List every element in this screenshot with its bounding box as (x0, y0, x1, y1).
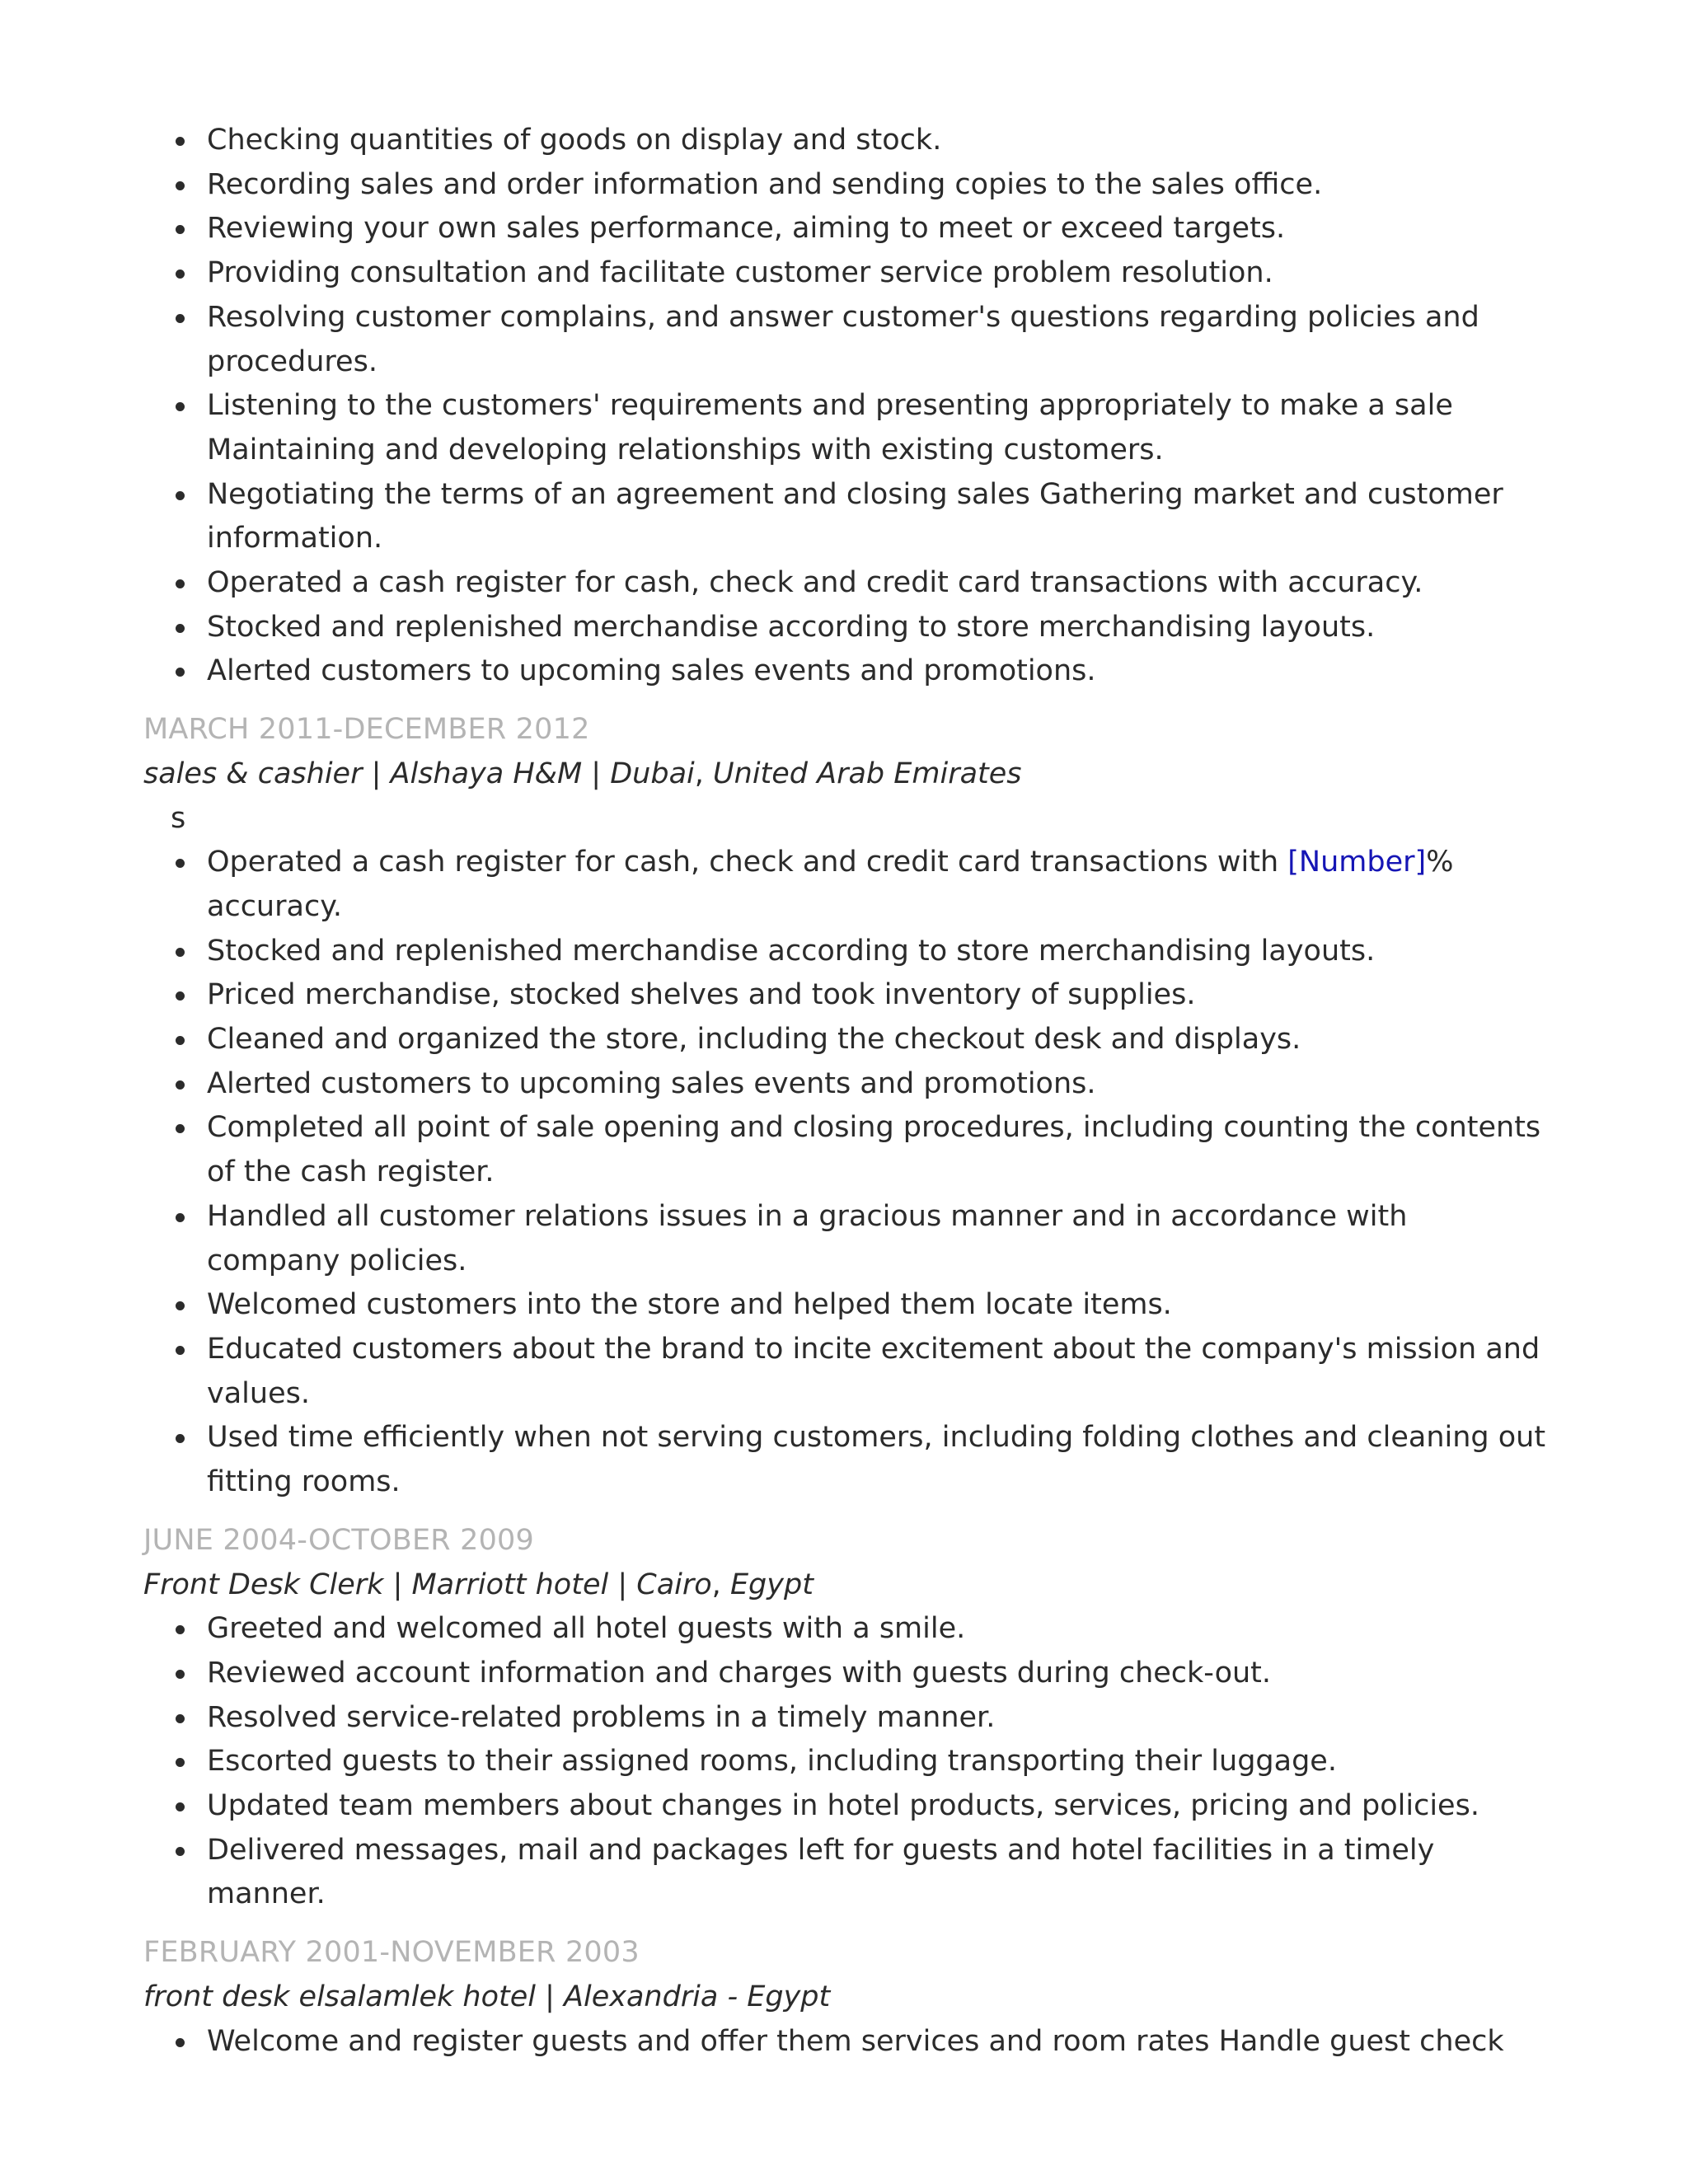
job-entry-marriott (143, 1519, 1548, 1917)
job-entry-elsalamlek (143, 1931, 1548, 2064)
job-city: Dubai (610, 757, 695, 790)
list-item (207, 841, 1548, 929)
previous-job-section (143, 119, 1548, 694)
list-item: Cleaned and organized the store, including the checkout desk and displays. (207, 1018, 1548, 1062)
list-item: Providing consultation and facilitate customer service problem resolution. (207, 251, 1548, 296)
list-item: Alerted customers to upcoming sales events and promotions. (207, 1062, 1548, 1107)
separator: | (383, 1568, 412, 1601)
job-country: United Arab Emirates (713, 757, 1022, 790)
comma: , (711, 1568, 730, 1601)
list-item: Welcome and register guests and offer them services and room rates Handle guest check (207, 2020, 1548, 2064)
list-item: Recording sales and order information and sending copies to the sales office. (207, 163, 1548, 208)
job-date-range: FEBRUARY 2001-NOVEMBER 2003 (143, 1936, 640, 1970)
list-item: Reviewing your own sales performance, aiming to meet or exceed targets. (207, 207, 1548, 251)
job-date-range: JUNE 2004-OCTOBER 2009 (143, 1523, 534, 1557)
company-name: Alshaya H&M (390, 757, 583, 790)
job-city: Cairo (636, 1568, 712, 1601)
list-item: Updated team members about changes in hotel products, services, pricing and policies. (207, 1784, 1548, 1829)
list-item: Used time efficiently when not serving customers, including folding clothes and cleaning out fitting rooms. (207, 1416, 1548, 1504)
job-entry-alshaya (143, 708, 1548, 1505)
job-duties-list (143, 841, 1548, 1505)
job-heading (143, 1563, 1548, 1608)
job-title: sales & cashier (143, 757, 363, 790)
separator: | (535, 1980, 565, 2013)
job-heading (143, 752, 1548, 797)
job-heading (143, 1975, 1548, 2020)
list-item: Resolved service-related problems in a timely manner. (207, 1696, 1548, 1741)
list-item: Operated a cash register for cash, check and credit card transactions with accuracy. (207, 561, 1548, 606)
list-item: Reviewed account information and charges with guests during check-out. (207, 1652, 1548, 1696)
separator: | (582, 757, 611, 790)
previous-job-duties-list (143, 119, 1548, 694)
job-duties-list (143, 1607, 1548, 1917)
company-name: Marriott hotel (411, 1568, 609, 1601)
list-item: Priced merchandise, stocked shelves and took inventory of supplies. (207, 973, 1548, 1018)
job-title: Front Desk Clerk (143, 1568, 384, 1601)
job-date-range: MARCH 2011-DECEMBER 2012 (143, 713, 590, 747)
bullet-text: Operated a cash register for cash, check and credit card transactions with (207, 846, 1288, 879)
list-item: Greeted and welcomed all hotel guests with a smile. (207, 1607, 1548, 1652)
stray-text: s (171, 801, 186, 835)
list-item: Stocked and replenished merchandise according to store merchandising layouts. (207, 606, 1548, 650)
list-item: Checking quantities of goods on display and stock. (207, 119, 1548, 163)
job-title: front desk elsalamlek hotel (143, 1980, 536, 2013)
list-item: Escorted guests to their assigned rooms, including transporting their luggage. (207, 1740, 1548, 1784)
list-item: Educated customers about the brand to incite excitement about the company's mission and values. (207, 1328, 1548, 1416)
list-item: Delivered messages, mail and packages left for guests and hotel facilities in a timely manner. (207, 1829, 1548, 1917)
list-item: Stocked and replenished merchandise according to store merchandising layouts. (207, 930, 1548, 974)
list-item: Completed all point of sale opening and closing procedures, including counting the contents of the cash register. (207, 1106, 1548, 1194)
job-country: Egypt (729, 1568, 814, 1601)
separator: | (608, 1568, 637, 1601)
list-item: Negotiating the terms of an agreement and closing sales Gathering market and customer information. (207, 473, 1548, 561)
list-item: Alerted customers to upcoming sales events and promotions. (207, 649, 1548, 694)
list-item: Welcomed customers into the store and helped them locate items. (207, 1283, 1548, 1328)
bullet-text: % accuracy. (207, 846, 1454, 923)
list-item: Resolving customer complains, and answer customer's questions regarding policies and procedures. (207, 296, 1548, 384)
job-duties-list (143, 2020, 1548, 2064)
list-item: Handled all customer relations issues in a gracious manner and in accordance with company policies. (207, 1195, 1548, 1283)
comma: , (694, 757, 714, 790)
list-item: Listening to the customers' requirements and presenting appropriately to make a sale Maintaining and developing relationships with existing customers. (207, 384, 1548, 472)
separator: | (362, 757, 391, 790)
number-placeholder: [Number] (1287, 846, 1427, 879)
job-location: Alexandria - Egypt (564, 1980, 831, 2013)
